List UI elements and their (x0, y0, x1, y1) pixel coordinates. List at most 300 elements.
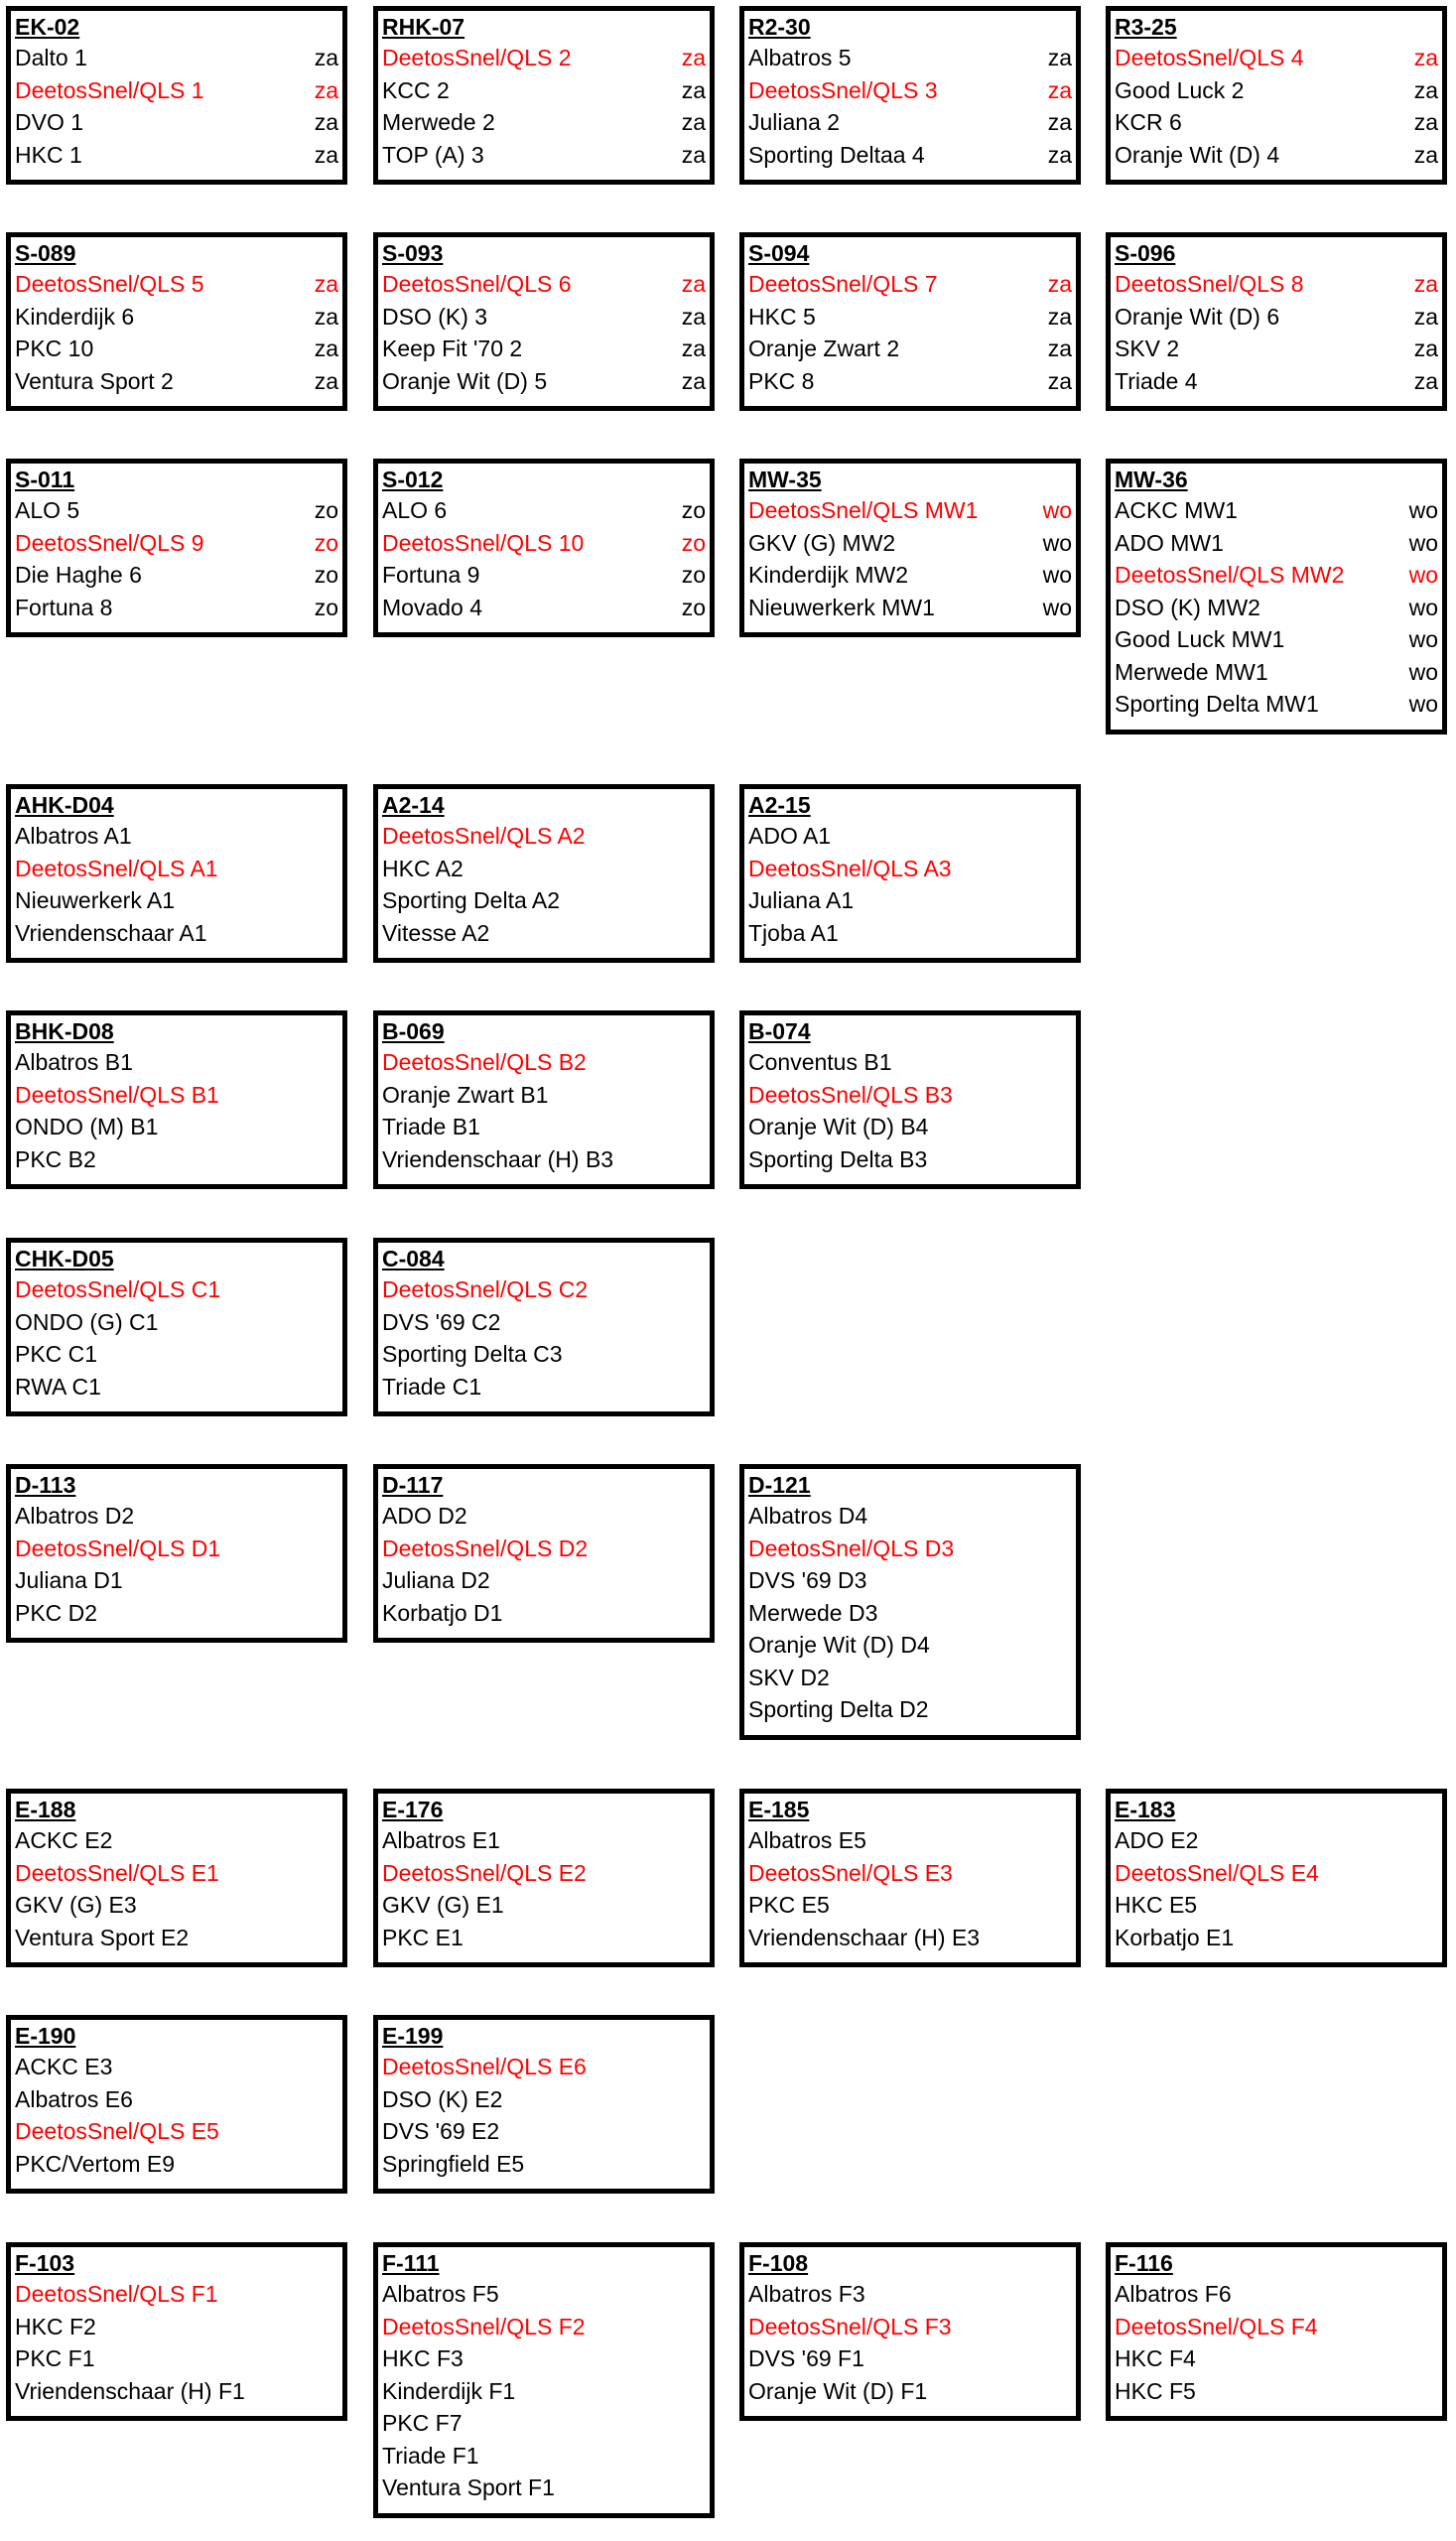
own-team-row (15, 1533, 342, 1565)
team-row (15, 820, 342, 853)
team-name: Sporting Delta B3 (748, 1145, 928, 1172)
team-name: Nieuwerkerk A1 (15, 887, 176, 913)
poule-code: E-199 (382, 2023, 444, 2049)
own-team-row (748, 1079, 1076, 1112)
team-name: Springfield E5 (382, 2150, 525, 2177)
team-name: DeetosSnel/QLS E3 (748, 1859, 953, 1886)
team-name: ONDO (G) C1 (15, 1308, 159, 1335)
team-name: PKC/Vertom E9 (15, 2150, 176, 2177)
match-day: wo (1042, 594, 1072, 620)
team-row (1115, 333, 1442, 365)
own-team-row (382, 42, 710, 74)
team-row (1115, 139, 1442, 172)
team-name: Vriendenschaar (H) F1 (15, 2377, 245, 2404)
match-day: za (1413, 271, 1438, 297)
team-row (382, 74, 710, 107)
match-day: za (314, 109, 338, 135)
own-team-row (382, 2051, 710, 2083)
match-day: za (1047, 76, 1072, 103)
own-team-row (748, 1533, 1076, 1565)
team-name: DeetosSnel/QLS E1 (15, 1859, 219, 1886)
match-day: zo (314, 594, 338, 620)
team-name: HKC F3 (382, 2345, 463, 2371)
team-name: DeetosSnel/QLS 2 (382, 45, 572, 70)
team-row (748, 333, 1076, 365)
team-name: DeetosSnel/QLS 9 (15, 529, 204, 556)
own-team-row (15, 527, 342, 560)
team-name: DeetosSnel/QLS D1 (15, 1535, 221, 1561)
team-row (1115, 365, 1442, 398)
poule-code: R2-30 (748, 14, 811, 40)
team-name: Oranje Wit (D) D4 (748, 1632, 930, 1658)
match-day: zo (314, 562, 338, 588)
team-row (382, 1079, 710, 1112)
team-row (382, 2407, 710, 2440)
match-day: za (1413, 109, 1438, 135)
poule-code: B-069 (382, 1018, 445, 1044)
team-name: DeetosSnel/QLS B2 (382, 1049, 587, 1075)
team-name: Kinderdijk 6 (15, 303, 135, 330)
poule-code: A2-15 (748, 792, 811, 818)
poule-code: F-116 (1115, 2250, 1173, 2276)
team-name: SKV D2 (748, 1664, 830, 1690)
poule-box-f-103 (6, 2242, 347, 2421)
poule-box-e-183 (1106, 1789, 1447, 1967)
poule-box-b-074 (739, 1010, 1081, 1189)
team-row (15, 1824, 342, 1857)
own-team-row (1115, 42, 1442, 74)
team-name: PKC F7 (382, 2410, 463, 2436)
team-row (382, 917, 710, 950)
team-name: Vriendenschaar (H) B3 (382, 1145, 614, 1172)
poule-code: MW-36 (1115, 467, 1188, 492)
match-day: za (314, 76, 338, 103)
team-row (15, 1922, 342, 1954)
team-name: Ventura Sport 2 (15, 367, 174, 394)
team-row (382, 2148, 710, 2181)
match-day: wo (1042, 529, 1072, 556)
own-team-row (382, 820, 710, 853)
poule-code: D-117 (382, 1472, 444, 1498)
team-name: ACKC MW1 (1115, 497, 1238, 523)
team-name: HKC 1 (15, 141, 82, 168)
match-day: wo (1408, 562, 1438, 588)
team-row (748, 1143, 1076, 1176)
team-row (748, 1922, 1076, 1954)
team-name: DVS '69 F1 (748, 2345, 864, 2371)
team-row (748, 527, 1076, 560)
team-name: Triade C1 (382, 1373, 482, 1400)
team-name: DeetosSnel/QLS 1 (15, 76, 204, 103)
team-name: Sporting Delta A2 (382, 887, 561, 913)
team-row (15, 1371, 342, 1404)
team-row (1115, 106, 1442, 139)
team-row (748, 1693, 1076, 1726)
team-row (382, 2375, 710, 2408)
team-name: HKC F5 (1115, 2377, 1196, 2404)
match-day: wo (1408, 691, 1438, 717)
own-team-row (748, 853, 1076, 885)
match-day: za (1047, 45, 1072, 70)
match-day: za (1047, 141, 1072, 168)
team-name: Merwede D3 (748, 1599, 878, 1626)
own-team-row (15, 853, 342, 885)
poule-box-mw-36 (1106, 459, 1447, 735)
team-row (15, 1143, 342, 1176)
poule-box-f-116 (1106, 2242, 1447, 2421)
team-row (15, 2148, 342, 2181)
team-name: PKC 8 (748, 367, 815, 394)
team-name: Ventura Sport E2 (15, 1924, 190, 1950)
team-row (15, 559, 342, 592)
team-name: Korbatjo E1 (1115, 1924, 1235, 1950)
poule-code: BHK-D08 (15, 1018, 114, 1044)
team-name: PKC E5 (748, 1892, 830, 1918)
team-row (15, 1889, 342, 1922)
team-row (15, 1046, 342, 1079)
poule-box-bhk-d08 (6, 1010, 347, 1189)
match-day: za (1047, 271, 1072, 297)
poule-box-rhk-07 (373, 6, 715, 185)
team-row (15, 2051, 342, 2083)
team-row (15, 139, 342, 172)
poule-box-e-199 (373, 2015, 715, 2194)
team-name: ALO 6 (382, 497, 448, 523)
match-day: za (1047, 303, 1072, 330)
team-row (748, 139, 1076, 172)
own-team-row (1115, 1857, 1442, 1890)
team-row (748, 1629, 1076, 1662)
poule-code: E-176 (382, 1797, 444, 1822)
team-row (15, 917, 342, 950)
poule-code: AHK-D04 (15, 792, 114, 818)
team-row (15, 2311, 342, 2343)
team-name: DSO (K) 3 (382, 303, 488, 330)
poule-box-r3-25 (1106, 6, 1447, 185)
team-row (15, 106, 342, 139)
team-name: SKV 2 (1115, 335, 1180, 361)
poule-box-s-093 (373, 232, 715, 411)
own-team-row (15, 2115, 342, 2148)
own-team-row (382, 2311, 710, 2343)
match-day: za (681, 335, 706, 361)
match-day: za (681, 109, 706, 135)
team-row (382, 884, 710, 917)
poule-box-a2-14 (373, 784, 715, 963)
team-name: DeetosSnel/QLS F1 (15, 2281, 218, 2307)
team-name: PKC B2 (15, 1145, 96, 1172)
team-name: GKV (G) MW2 (748, 529, 896, 556)
team-name: RWA C1 (15, 1373, 101, 1400)
team-row (382, 365, 710, 398)
match-day: wo (1042, 497, 1072, 523)
match-day: za (1413, 303, 1438, 330)
poule-box-e-176 (373, 1789, 715, 1967)
team-row (748, 1597, 1076, 1630)
team-name: Oranje Wit (D) B4 (748, 1114, 929, 1139)
poule-box-s-011 (6, 459, 347, 637)
team-name: Vriendenschaar (H) E3 (748, 1924, 981, 1950)
team-name: Sporting Delta D2 (748, 1696, 929, 1722)
match-day: za (681, 303, 706, 330)
team-name: Triade 4 (1115, 367, 1198, 394)
team-name: Die Haghe 6 (15, 562, 142, 588)
team-row (748, 1889, 1076, 1922)
team-name: Vitesse A2 (382, 919, 490, 946)
team-row (382, 2278, 710, 2311)
team-row (382, 333, 710, 365)
poule-code: B-074 (748, 1018, 811, 1044)
team-name: Albatros A1 (15, 823, 132, 849)
team-row (1115, 2278, 1442, 2311)
team-row (382, 1371, 710, 1404)
team-row (382, 106, 710, 139)
poule-box-d-113 (6, 1464, 347, 1643)
team-name: Albatros E5 (748, 1827, 866, 1853)
team-row (1115, 2375, 1442, 2408)
team-row (382, 494, 710, 527)
poule-code: D-113 (15, 1472, 76, 1498)
team-name: ADO MW1 (1115, 529, 1224, 556)
team-row (748, 820, 1076, 853)
team-row (748, 365, 1076, 398)
team-name: Vriendenschaar A1 (15, 919, 207, 946)
team-name: Nieuwerkerk MW1 (748, 594, 935, 620)
team-name: Triade F1 (382, 2442, 479, 2469)
team-row (15, 494, 342, 527)
team-name: GKV (G) E3 (15, 1892, 137, 1918)
team-name: Fortuna 9 (382, 562, 480, 588)
team-row (15, 1111, 342, 1143)
team-row (748, 1046, 1076, 1079)
team-row (382, 1143, 710, 1176)
own-team-row (382, 1273, 710, 1306)
team-name: DVS '69 E2 (382, 2118, 500, 2144)
team-name: TOP (A) 3 (382, 141, 484, 168)
own-team-row (382, 1046, 710, 1079)
team-row (382, 1338, 710, 1371)
team-row (15, 1597, 342, 1630)
team-name: Tjoba A1 (748, 919, 839, 946)
team-row (1115, 527, 1442, 560)
team-name: DeetosSnel/QLS A3 (748, 855, 952, 881)
team-name: DeetosSnel/QLS A1 (15, 855, 218, 881)
team-row (382, 592, 710, 624)
team-name: Albatros F3 (748, 2281, 865, 2307)
poule-code: S-094 (748, 240, 810, 266)
team-name: GKV (G) E1 (382, 1892, 504, 1918)
team-name: DVS '69 D3 (748, 1567, 867, 1593)
team-name: DeetosSnel/QLS 5 (15, 271, 204, 297)
own-team-row (15, 1273, 342, 1306)
team-name: ADO D2 (382, 1503, 467, 1529)
poule-box-r2-30 (739, 6, 1081, 185)
match-day: wo (1408, 626, 1438, 652)
team-name: DeetosSnel/QLS E5 (15, 2118, 219, 2144)
team-name: Oranje Wit (D) 4 (1115, 141, 1280, 168)
match-day: za (681, 141, 706, 168)
team-row (748, 1500, 1076, 1533)
match-day: zo (314, 529, 338, 556)
team-row (1115, 688, 1442, 721)
team-name: Oranje Zwart B1 (382, 1081, 549, 1108)
team-row (748, 1662, 1076, 1694)
poule-code: A2-14 (382, 792, 445, 818)
match-day: wo (1408, 658, 1438, 685)
team-name: HKC A2 (382, 855, 463, 881)
team-row (748, 592, 1076, 624)
team-name: HKC F2 (15, 2313, 96, 2340)
poule-code: MW-35 (748, 467, 822, 492)
match-day: za (1413, 45, 1438, 70)
own-team-row (1115, 559, 1442, 592)
team-name: DeetosSnel/QLS E6 (382, 2054, 587, 2079)
poule-code: E-183 (1115, 1797, 1176, 1822)
team-name: Albatros 5 (748, 45, 852, 70)
team-name: Sporting Delta MW1 (1115, 691, 1319, 717)
match-day: za (681, 271, 706, 297)
team-row (15, 592, 342, 624)
own-team-row (1115, 2311, 1442, 2343)
team-row (382, 1889, 710, 1922)
team-row (382, 1111, 710, 1143)
team-name: ONDO (M) B1 (15, 1114, 159, 1139)
team-name: Oranje Zwart 2 (748, 335, 900, 361)
team-name: DeetosSnel/QLS D2 (382, 1535, 589, 1561)
own-team-row (15, 268, 342, 301)
team-name: Merwede 2 (382, 109, 495, 135)
team-name: DVS '69 C2 (382, 1308, 501, 1335)
team-row (382, 1564, 710, 1597)
poule-code: C-084 (382, 1246, 445, 1271)
poule-code: E-190 (15, 2023, 76, 2049)
poule-code: F-108 (748, 2250, 809, 2276)
poule-box-d-117 (373, 1464, 715, 1643)
team-name: Albatros F6 (1115, 2281, 1232, 2307)
team-name: Albatros F5 (382, 2281, 499, 2307)
team-row (1115, 1922, 1442, 1954)
match-day: za (314, 367, 338, 394)
team-row (1115, 74, 1442, 107)
poule-code: S-089 (15, 240, 76, 266)
poule-box-ahk-d04 (6, 784, 347, 963)
match-day: za (314, 141, 338, 168)
own-team-row (1115, 268, 1442, 301)
match-day: za (1413, 141, 1438, 168)
team-name: PKC F1 (15, 2345, 95, 2371)
team-name: HKC E5 (1115, 1892, 1198, 1918)
match-day: za (314, 45, 338, 70)
team-row (748, 1564, 1076, 1597)
poule-box-d-121 (739, 1464, 1081, 1740)
team-name: Albatros D4 (748, 1503, 868, 1529)
team-name: PKC E1 (382, 1924, 463, 1950)
team-name: ACKC E3 (15, 2054, 113, 2079)
team-row (15, 1500, 342, 1533)
team-row (382, 1306, 710, 1339)
team-name: DeetosSnel/QLS 7 (748, 271, 938, 297)
match-day: za (314, 335, 338, 361)
match-day: wo (1408, 594, 1438, 620)
own-team-row (15, 2278, 342, 2311)
team-row (382, 1500, 710, 1533)
team-name: Albatros B1 (15, 1049, 133, 1075)
team-name: PKC C1 (15, 1341, 98, 1367)
team-name: DeetosSnel/QLS 8 (1115, 271, 1304, 297)
team-row (1115, 2342, 1442, 2375)
match-day: za (1413, 367, 1438, 394)
team-row (1115, 592, 1442, 624)
team-name: PKC D2 (15, 1599, 98, 1626)
match-day: za (314, 271, 338, 297)
poule-box-e-185 (739, 1789, 1081, 1967)
own-team-row (748, 74, 1076, 107)
team-row (382, 559, 710, 592)
team-name: ACKC E2 (15, 1827, 113, 1853)
match-day: zo (681, 594, 706, 620)
team-row (748, 1824, 1076, 1857)
match-day: zo (681, 497, 706, 523)
team-row (15, 301, 342, 334)
team-name: DeetosSnel/QLS 4 (1115, 45, 1304, 70)
team-name: DeetosSnel/QLS 10 (382, 529, 585, 556)
team-name: Albatros D2 (15, 1503, 135, 1529)
team-row (15, 2342, 342, 2375)
team-row (1115, 301, 1442, 334)
poule-box-s-094 (739, 232, 1081, 411)
own-team-row (748, 2311, 1076, 2343)
match-day: za (1413, 335, 1438, 361)
team-row (382, 1922, 710, 1954)
team-name: KCR 6 (1115, 109, 1182, 135)
match-day: zo (681, 562, 706, 588)
team-row (748, 301, 1076, 334)
team-name: Sporting Deltaa 4 (748, 141, 925, 168)
team-row (748, 2342, 1076, 2375)
team-name: DeetosSnel/QLS F4 (1115, 2313, 1318, 2340)
team-name: DeetosSnel/QLS 3 (748, 76, 938, 103)
own-team-row (382, 1857, 710, 1890)
poule-box-chk-d05 (6, 1238, 347, 1416)
team-row (748, 884, 1076, 917)
team-name: DeetosSnel/QLS D3 (748, 1535, 955, 1561)
team-name: Juliana A1 (748, 887, 855, 913)
team-row (748, 1111, 1076, 1143)
team-row (15, 1564, 342, 1597)
team-name: PKC 10 (15, 335, 94, 361)
team-name: Oranje Wit (D) 6 (1115, 303, 1280, 330)
team-row (382, 2115, 710, 2148)
own-team-row (15, 1079, 342, 1112)
team-row (382, 1597, 710, 1630)
match-day: za (314, 303, 338, 330)
team-name: HKC F4 (1115, 2345, 1196, 2371)
team-name: DeetosSnel/QLS E4 (1115, 1859, 1319, 1886)
team-name: HKC 5 (748, 303, 816, 330)
team-name: DVO 1 (15, 109, 84, 135)
team-row (382, 2342, 710, 2375)
team-row (382, 2472, 710, 2504)
poule-box-mw-35 (739, 459, 1081, 637)
match-day: za (1047, 367, 1072, 394)
team-row (1115, 623, 1442, 656)
team-name: DeetosSnel/QLS C2 (382, 1276, 589, 1302)
poule-code: F-103 (15, 2250, 75, 2276)
poule-code: S-011 (15, 467, 75, 492)
team-name: Juliana 2 (748, 109, 841, 135)
match-day: za (681, 76, 706, 103)
own-team-row (748, 494, 1076, 527)
